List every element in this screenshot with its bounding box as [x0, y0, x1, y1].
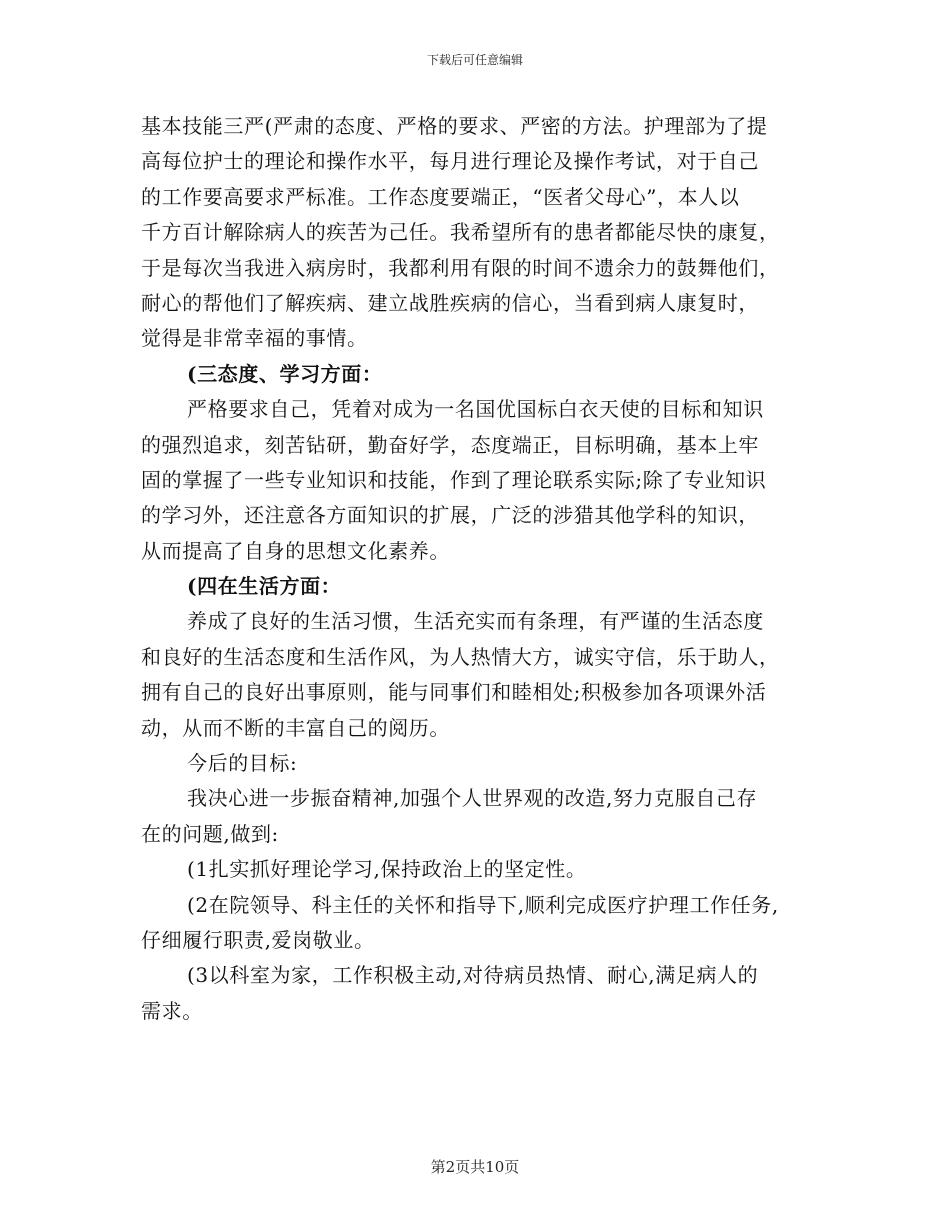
body-line: 的学习外，还注意各方面知识的扩展，广泛的涉猎其他学科的知识， [141, 503, 759, 528]
page-header: 下载后可任意编辑 [426, 53, 523, 67]
section-heading-attitude-study: (三态度、学习方面： [187, 361, 383, 386]
body-line: 觉得是非常幸福的事情。 [141, 326, 368, 351]
body-line: 拥有自己的良好出事原则，能与同事们和睦相处;积极参加各项课外活 [141, 680, 767, 705]
body-line: 固的掌握了一些专业知识和技能，作到了理论联系实际;除了专业知识 [141, 467, 767, 492]
body-line: 高每位护士的理论和操作水平，每月进行理论及操作考试，对于自己 [141, 149, 759, 174]
body-line: 需求。 [141, 998, 203, 1023]
body-line: 千方百计解除病人的疾苦为己任。我希望所有的患者都能尽快的康复， [141, 220, 780, 245]
body-line: 和良好的生活态度和生活作风，为人热情大方，诚实守信，乐于助人， [141, 644, 780, 669]
body-line: 在的问题,做到: [141, 821, 279, 846]
document-body [141, 109, 831, 1029]
body-line: 严格要求自己，凭着对成为一名国优国标白衣天使的目标和知识 [187, 397, 764, 422]
section-heading-life: (四在生活方面： [187, 574, 342, 599]
body-line: 的工作要高要求严标准。工作态度要端正，“医者父母心”，本人以 [141, 184, 740, 209]
page-footer: 第2页共10页 [430, 1158, 520, 1176]
body-line: 于是每次当我进入病房时，我都利用有限的时间不遗余力的鼓舞他们， [141, 255, 780, 280]
list-item-goal-2: (2在院领导、科主任的关怀和指导下,顺利完成医疗护理工作任务, [187, 892, 779, 917]
list-item-goal-3: (3以科室为家，工作积极主动,对待病员热情、耐心,满足病人的 [187, 963, 759, 988]
body-line: 动，从而不断的丰富自己的阅历。 [141, 715, 450, 740]
body-line: 从而提高了自身的思想文化素养。 [141, 538, 450, 563]
body-line: 仔细履行职责,爱岗敬业。 [141, 927, 375, 952]
section-label-future-goals: 今后的目标: [187, 751, 298, 776]
body-line: 基本技能三严(严肃的态度、严格的要求、严密的方法。护理部为了提 [141, 114, 768, 138]
body-line: 养成了良好的生活习惯，生活充实而有条理，有严谨的生活态度 [187, 609, 764, 634]
body-line: 的强烈追求，刻苦钻研，勤奋好学，态度端正，目标明确，基本上牢 [141, 432, 759, 457]
body-line: 我决心进一步振奋精神,加强个人世界观的改造,努力克服自己存 [187, 786, 758, 811]
body-line: 耐心的帮他们了解疾病、建立战胜疾病的信心，当看到病人康复时， [141, 290, 759, 315]
list-item-goal-1: (1扎实抓好理论学习,保持政治上的坚定性。 [187, 857, 587, 882]
